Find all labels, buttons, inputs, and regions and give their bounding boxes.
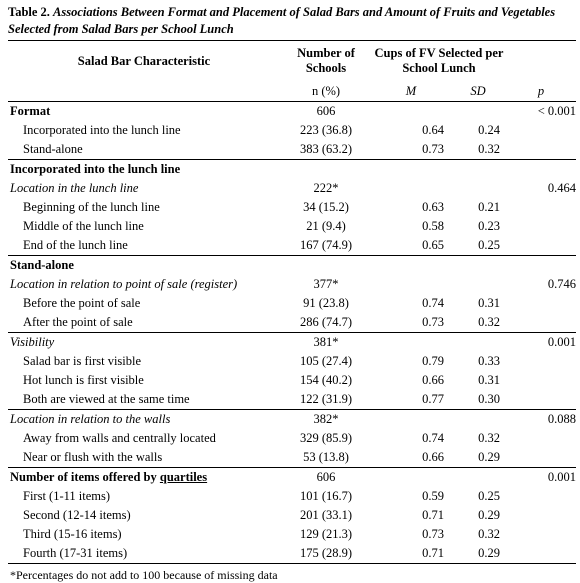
cell-n: 381* [280, 333, 372, 353]
cell-m: 0.65 [422, 238, 444, 252]
row-label: Middle of the lunch line [23, 219, 144, 233]
header-blank [506, 41, 576, 82]
cell-m: 0.66 [422, 450, 444, 464]
cell-m: 0.73 [422, 142, 444, 156]
row-label: Fourth (17-31 items) [8, 544, 280, 564]
table-row [8, 179, 576, 198]
row-label: Location in relation to the walls [8, 410, 280, 430]
row-label: Second (12-14 items) [23, 508, 131, 522]
table-row [8, 429, 576, 448]
table-row [8, 371, 576, 390]
row-label-underlined: quartiles [159, 470, 208, 484]
cell-m [372, 468, 450, 488]
cell-sd: 0.25 [478, 489, 500, 503]
cell-m [372, 410, 450, 430]
table-body [8, 102, 576, 564]
cell-p [506, 371, 576, 390]
cell-p: 0.746 [547, 277, 576, 291]
cell-sd: 0.31 [478, 296, 500, 310]
cell-sd [450, 468, 506, 488]
cell-m: 0.58 [422, 219, 444, 233]
cell-p [506, 236, 576, 256]
cell-sd: 0.21 [478, 200, 500, 214]
cell-p [506, 256, 576, 276]
table-row [8, 448, 576, 468]
cell-p [506, 429, 576, 448]
cell-sd: 0.23 [478, 219, 500, 233]
cell-n: 105 (27.4) [299, 354, 353, 368]
cell-m: 0.64 [422, 123, 444, 137]
cell-p [506, 506, 576, 525]
cell-p: 0.001 [506, 333, 576, 353]
cell-sd: 0.29 [478, 450, 500, 464]
row-label: Format [8, 102, 280, 122]
row-label: Third (15-16 items) [23, 527, 122, 541]
cell-n [280, 256, 372, 276]
row-label: Near or flush with the walls [23, 450, 163, 464]
table-row [8, 410, 576, 430]
cell-m: 0.59 [422, 489, 444, 503]
row-label [8, 468, 280, 488]
table-row [8, 390, 576, 410]
row-label: Location in relation to point of sale (register) [10, 277, 238, 291]
cell-p [506, 313, 576, 333]
row-label: Incorporated into the lunch line [8, 160, 280, 180]
cell-p [506, 390, 576, 410]
cell-m [372, 275, 450, 294]
header-cups: Cups of FV Selected per School Lunch [372, 41, 506, 82]
row-label: Beginning of the lunch line [23, 200, 160, 214]
table-row [8, 102, 576, 122]
cell-n: 606 [280, 468, 372, 488]
cell-m: 0.63 [422, 200, 444, 214]
row-label: Salad bar is first visible [23, 354, 142, 368]
cell-p [506, 160, 576, 180]
cell-p [506, 525, 576, 544]
cell-sd [450, 256, 506, 276]
cell-sd [450, 275, 506, 294]
row-label: End of the lunch line [23, 238, 128, 252]
cell-n: 377* [313, 277, 339, 291]
cell-p [506, 352, 576, 371]
cell-p [506, 198, 576, 217]
row-label: Stand-alone [23, 142, 83, 156]
cell-n: 167 (74.9) [299, 238, 353, 252]
row-label: Visibility [8, 333, 280, 353]
cell-m: 0.74 [422, 431, 444, 445]
table-row [8, 121, 576, 140]
header-n-pct: n (%) [280, 81, 372, 102]
cell-p [506, 544, 576, 564]
cell-n: 154 (40.2) [299, 373, 353, 387]
row-label: Location in the lunch line [10, 181, 139, 195]
cell-p [506, 487, 576, 506]
cell-n: 53 (13.8) [303, 450, 349, 464]
cell-sd [450, 333, 506, 353]
table-row [8, 160, 576, 180]
cell-n: 329 (85.9) [299, 431, 353, 445]
table-row [8, 294, 576, 313]
header-row [8, 41, 576, 82]
table-row [8, 140, 576, 160]
row-label-text: Number of items offered by [10, 470, 160, 484]
cell-n: 383 (63.2) [299, 142, 353, 156]
cell-m: 0.79 [422, 354, 444, 368]
cell-p: < 0.001 [506, 102, 576, 122]
table-row [8, 275, 576, 294]
table-caption-label: Table 2. [8, 5, 50, 19]
header-m: M [372, 81, 450, 102]
row-label: After the point of sale [23, 315, 133, 329]
cell-sd: 0.33 [478, 354, 500, 368]
header-sub-blank [8, 81, 280, 102]
table-footnote: *Percentages do not add to 100 because of missing data [10, 568, 278, 582]
cell-p: 0.464 [547, 181, 576, 195]
cell-sd: 0.31 [478, 373, 500, 387]
cell-m: 0.66 [422, 373, 444, 387]
row-label: Hot lunch is first visible [23, 373, 144, 387]
table-row [8, 544, 576, 564]
cell-n: 201 (33.1) [299, 508, 353, 522]
cell-n: 91 (23.8) [303, 296, 349, 310]
cell-m: 0.71 [422, 508, 444, 522]
cell-p [506, 217, 576, 236]
cell-n: 223 (36.8) [299, 123, 353, 137]
header-p: p [506, 81, 576, 102]
row-label: Both are viewed at the same time [23, 392, 190, 406]
table-row [8, 256, 576, 276]
cell-n: 175 (28.9) [280, 544, 372, 564]
cell-sd: 0.29 [450, 544, 506, 564]
cell-sd: 0.32 [478, 527, 500, 541]
table-row [8, 313, 576, 333]
cell-sd: 0.30 [478, 392, 500, 406]
table-row [8, 217, 576, 236]
row-label: Away from walls and centrally located [23, 431, 216, 445]
cell-m: 0.73 [422, 527, 444, 541]
cell-p [506, 294, 576, 313]
cell-n: 21 (9.4) [306, 219, 346, 233]
cell-sd [450, 410, 506, 430]
cell-p [506, 121, 576, 140]
table-row [8, 525, 576, 544]
row-label: Incorporated into the lunch line [23, 123, 181, 137]
cell-sd [450, 102, 506, 122]
header-subrow [8, 81, 576, 102]
cell-sd [450, 160, 506, 180]
cell-p: 0.088 [506, 410, 576, 430]
table-header [8, 41, 576, 102]
cell-sd: 0.32 [478, 142, 500, 156]
table-caption [8, 4, 574, 38]
cell-sd: 0.32 [478, 315, 500, 329]
cell-n: 129 (21.3) [299, 527, 353, 541]
table-row [8, 236, 576, 256]
table-row [8, 333, 576, 353]
cell-m [372, 160, 450, 180]
cell-n [280, 160, 372, 180]
row-label: Stand-alone [8, 256, 280, 276]
cell-n: 382* [280, 410, 372, 430]
cell-sd [450, 179, 506, 198]
cell-m: 0.73 [422, 315, 444, 329]
row-label: Before the point of sale [23, 296, 141, 310]
cell-sd: 0.29 [478, 508, 500, 522]
cell-m: 0.77 [422, 392, 444, 406]
table-caption-title: Associations Between Format and Placement of Salad Bars and Amount of Fruits and Vegetables Selected from Salad Bars per School Lunch [8, 5, 556, 36]
cell-n: 286 (74.7) [299, 315, 353, 329]
table-row [8, 352, 576, 371]
cell-m: 0.74 [422, 296, 444, 310]
header-sd: SD [450, 81, 506, 102]
cell-sd: 0.24 [478, 123, 500, 137]
cell-p: 0.001 [506, 468, 576, 488]
cell-n: 122 (31.9) [299, 392, 353, 406]
cell-m [372, 256, 450, 276]
cell-m [372, 102, 450, 122]
cell-m: 0.71 [372, 544, 450, 564]
cell-p [506, 140, 576, 160]
cell-n: 101 (16.7) [299, 489, 353, 503]
cell-sd: 0.25 [478, 238, 500, 252]
cell-sd: 0.32 [478, 431, 500, 445]
cell-p [506, 448, 576, 468]
results-table [8, 40, 576, 564]
cell-m [372, 333, 450, 353]
header-characteristic: Salad Bar Characteristic [8, 41, 280, 82]
table-row [8, 506, 576, 525]
cell-m [372, 179, 450, 198]
table-row [8, 198, 576, 217]
cell-n: 222* [313, 181, 339, 195]
header-schools: Number of Schools [280, 41, 372, 82]
table-row [8, 468, 576, 488]
row-label: First (1-11 items) [23, 489, 111, 503]
cell-n: 34 (15.2) [303, 200, 349, 214]
cell-n: 606 [280, 102, 372, 122]
table-row [8, 487, 576, 506]
